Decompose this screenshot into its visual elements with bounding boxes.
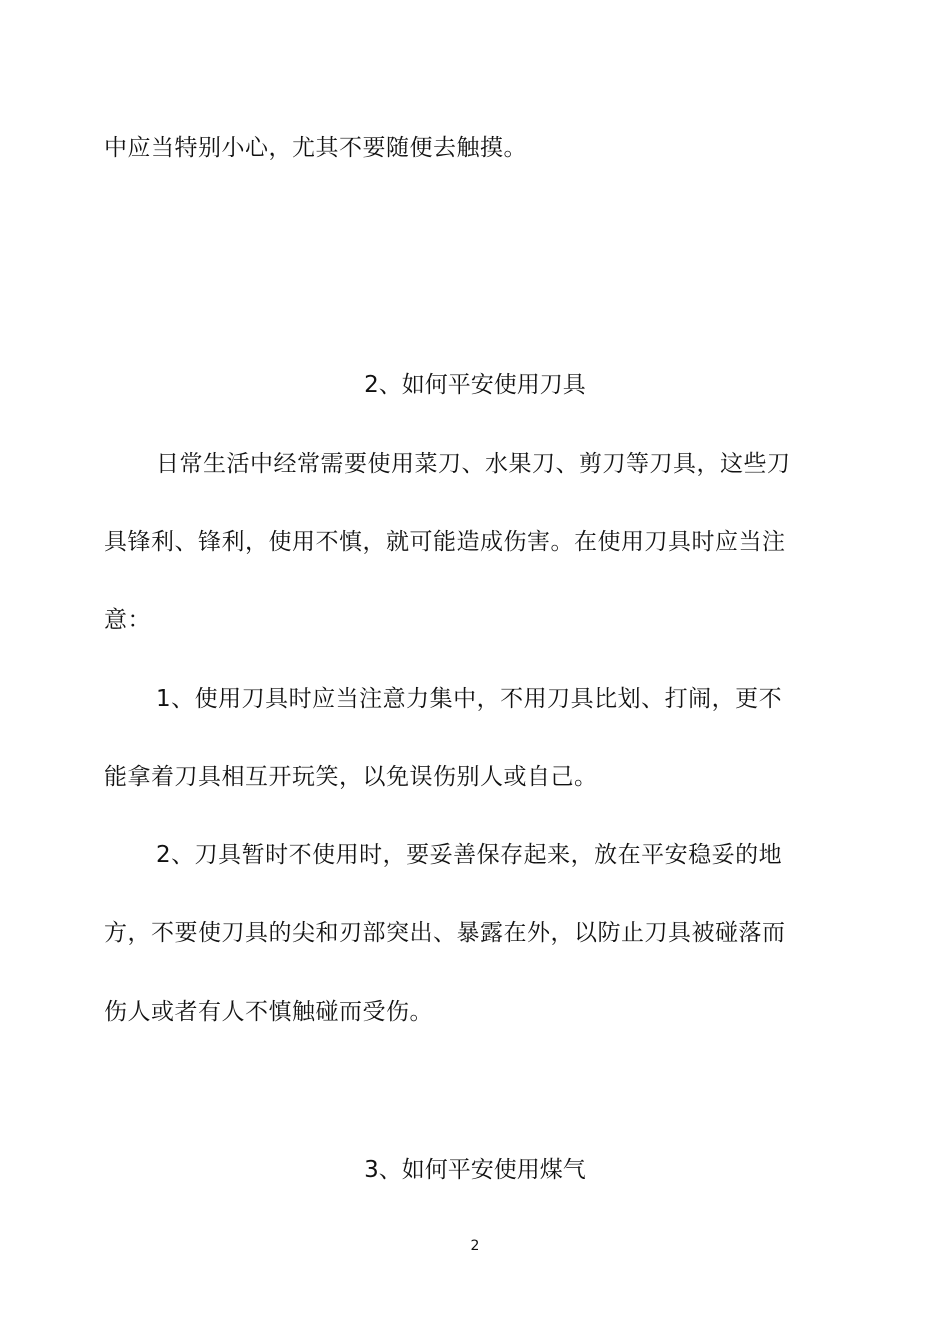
list-item-line: 能拿着刀具相互开玩笑，以免误伤别人或自己。: [104, 764, 598, 790]
list-item-line: 伤人或者有人不慎触碰而受伤。: [104, 999, 433, 1025]
paragraph-line: 日常生活中经常需要使用菜刀、水果刀、剪刀等刀具，这些刀: [156, 451, 791, 477]
page-number: 2: [470, 1238, 480, 1254]
continuation-text: 中应当特别小心，尤其不要随便去触摸。: [104, 135, 527, 161]
list-item-line: 2、刀具暂时不使用时，要妥善保存起来，放在平安稳妥的地: [156, 842, 783, 868]
section-heading-knives: 2、如何平安使用刀具: [364, 372, 586, 398]
paragraph-line: 具锋利、锋利，使用不慎，就可能造成伤害。在使用刀具时应当注: [104, 529, 786, 555]
paragraph-line: 意：: [104, 607, 151, 633]
list-item-line: 1、使用刀具时应当注意力集中，不用刀具比划、打闹，更不: [156, 686, 783, 712]
list-item-line: 方，不要使刀具的尖和刃部突出、暴露在外，以防止刀具被碰落而: [104, 920, 786, 946]
section-heading-gas: 3、如何平安使用煤气: [364, 1157, 586, 1183]
